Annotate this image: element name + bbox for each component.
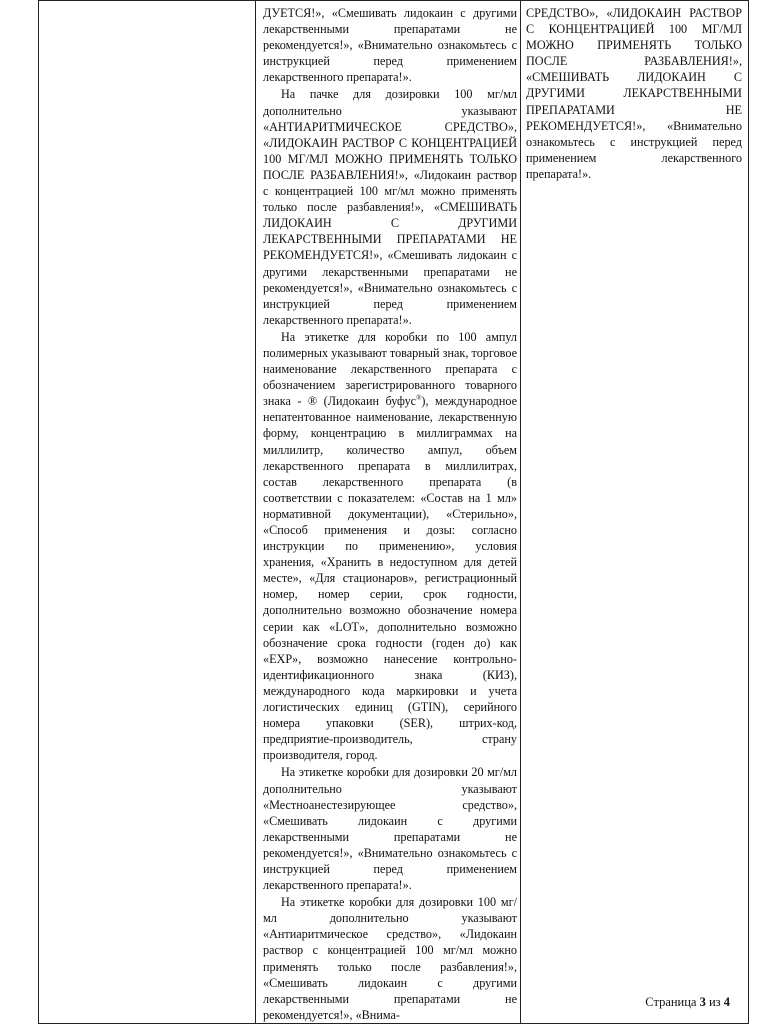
document-table xyxy=(38,0,749,1024)
text-run: ), международное непатентованное наименование, лекарственную форму, концентрацию в миллиграммах на миллилитр, количество ампул, объем лекарственного препарата в миллилитрах, состав лекарственного препарата (в соответствии с показателем: «Состав на 1 мл» нормативной документации), «Стерильно», «Способ применения и дозы: согласно инструкции по применению», условия хранения, «Хранить в недоступном для детей месте», «Для стационаров», регистрационный номер, номер серии, срок годности, дополнительно возможно обозначение номера серии как «LOT», дополнительно возможно обозначение срока годности (годен до) как «EXP», возможно нанесение контрольно-идентификационного знака (КИЗ), международного кода маркировки и учета логистических единиц (GTIN), серийного номера упаковки (SER), штрих-код, предприятие-производитель, страну производителя, город. xyxy=(263,394,517,763)
paragraph: На пачке для дозировки 100 мг/мл дополнительно указывают «АНТИАРИТМИЧЕСКОЕ СРЕДСТВО», «ЛИДОКАИН РАСТВОР С КОНЦЕНТРАЦИЕЙ 100 МГ/МЛ МОЖНО ПРИМЕНЯТЬ ТОЛЬКО ПОСЛЕ РАЗБАВЛЕНИЯ!», «Лидокаин раствор с концентрацией 100 мг/мл можно применять только после разбавления!», «СМЕШИВАТЬ ЛИДОКАИН С ДРУГИМИ ЛЕКАРСТВЕННЫМИ ПРЕПАРАТАМИ НЕ РЕКОМЕНДУЕТСЯ!», «Смешивать лидокаин с другими лекарственными препаратами не рекомендуется!», «Внимательно ознакомьтесь с инструкцией перед применением лекарственного препарата!». xyxy=(263,87,517,327)
page-number xyxy=(645,995,730,1010)
page-of: из xyxy=(708,995,721,1009)
paragraph: На этикетке коробки для дозировки 100 мг/мл дополнительно указывают «Антиаритмическое средство», «Лидокаин раствор с концентрацией 100 мг/мл можно применять только после разбавления!», «Смешивать лидокаин с другими лекарственными препаратами не рекомендуется!», «Внима- xyxy=(263,895,517,1022)
table-cell-packaging-text xyxy=(256,1,521,1024)
table-row xyxy=(39,1,749,1024)
paragraph: ДУЕТСЯ!», «Смешивать лидокаин с другими лекарственными препаратами не рекомендуется!», «Внимательно ознакомьтесь с инструкцией перед применением лекарственного препарата!». xyxy=(263,6,517,85)
page-label: Страница xyxy=(645,995,697,1009)
paragraph xyxy=(263,329,517,764)
registered-mark: ® xyxy=(416,394,422,403)
current-page: 3 xyxy=(699,995,706,1009)
paragraph: На этикетке коробки для дозировки 20 мг/мл дополнительно указывают «Местноанестезирующее средство», «Смешивать лидокаин с другими лекарственными препаратами не рекомендуется!», «Внимательно ознакомьтесь с инструкцией перед применением лекарственного препарата!». xyxy=(263,765,517,893)
table-cell-label-text xyxy=(521,1,749,1024)
table-cell-empty xyxy=(39,1,256,1024)
text-run: На этикетке для коробки по 100 ампул полимерных указывают товарный знак, торговое наименование лекарственного препарата с обозначением зарегистрированного товарного знака - ® (Лидокаин буфус xyxy=(263,329,517,409)
total-pages: 4 xyxy=(723,995,730,1009)
paragraph: СРЕДСТВО», «ЛИДОКАИН РАСТВОР С КОНЦЕНТРАЦИЕЙ 100 МГ/МЛ МОЖНО ПРИМЕНЯТЬ ТОЛЬКО ПОСЛЕ РАЗБАВЛЕНИЯ!», «СМЕШИВАТЬ ЛИДОКАИН С ДРУГИМИ ЛЕКАРСТВЕННЫМИ ПРЕПАРАТАМИ НЕ РЕКОМЕНДУЕТСЯ!», «Внимательно ознакомьтесь с инструкцией перед применением лекарственного препарата!». xyxy=(526,6,742,181)
